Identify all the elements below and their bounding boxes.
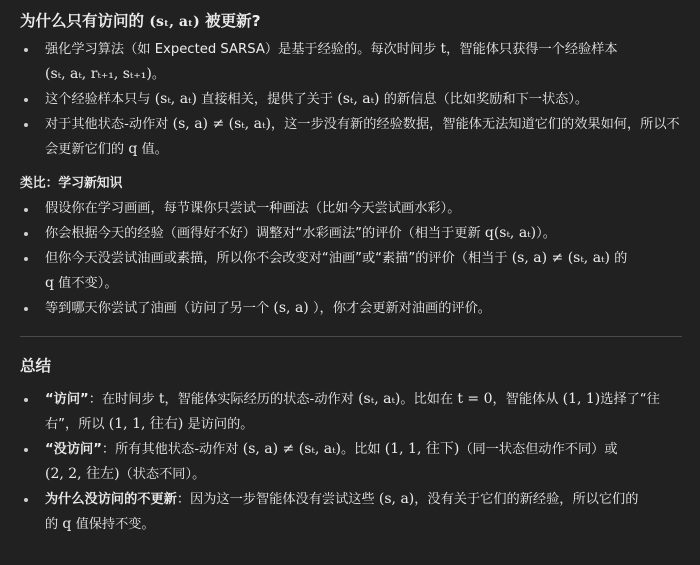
math-triple: (2, 2, 往左) [45,466,120,482]
text: （同一状态但动作不同）或 [459,442,618,457]
math-t: t [440,41,447,57]
math-pair: (s, a) [273,300,309,316]
math-pair: (sₜ, aₜ) [154,91,197,107]
list-item [20,197,682,221]
text: 。 [151,67,166,82]
math-q: q [45,275,54,291]
text: 选择了“往右”，所以 [45,392,660,432]
math-pair: (sₜ, aₜ) [337,91,380,107]
math-tuple: (sₜ, aₜ, rₜ₊₁, sₜ₊₁) [45,66,152,82]
text: 是访问的。 [187,417,254,432]
intro-list [20,37,682,162]
analogy-list [20,197,682,321]
list-item [20,221,682,246]
list-item [20,437,682,487]
text: 值不变）。 [58,276,118,291]
text: ：因为这一步智能体没有尝试这些 [176,492,375,507]
list-item [20,296,682,321]
text: 强化学习算法（如 Expected SARSA）是基于经验的。每次时间步 [45,42,437,57]
text: 等到哪天你尝试了油画（访问了另一个 [45,301,270,316]
text: 但你今天没尝试油画或素描，所以你不会改变对“油画”或“素描”的评价（相当于 [45,251,508,266]
text: ），你才会更新对油画的评价。 [312,301,491,316]
list-item [20,37,682,87]
text: 的 [45,517,63,532]
summary-list [20,387,682,537]
text: ，这一步没有新的经验数据，智能体无法知道它们的效果如何，所以不会更新它们的 [45,117,680,157]
text: 你会根据今天的经验（画得好不好）调整对“水彩画法”的评价（相当于更新 [45,226,481,241]
text: 这个经验样本只与 [45,92,151,107]
text: （状态不同）。 [119,467,206,482]
text: ，智能体从 [492,392,559,407]
text: 的新信息（比如奖励和下一状态）。 [383,92,589,107]
text: ：在时间步 [88,392,155,407]
math-q-update: q(sₜ, aₜ) [484,225,537,241]
math-q: q [62,516,72,532]
text: ，智能体实际经历的状态-动作对 [164,392,354,407]
bold-label: 为什么没访问的不更新 [45,492,177,507]
bold-label: “没访问” [45,442,102,457]
section-title-why-visited [20,6,682,36]
title-text-end: 被更新? [205,12,261,30]
math-position: (1, 1) [562,391,601,407]
math-inequality: (s, a) ≠ (sₜ, aₜ) [511,250,610,266]
section-title-summary: 总结 [20,357,52,375]
text: 的 [614,251,628,266]
text: ，没有关于它们的新经验，所以它们的 [414,492,639,507]
list-item [20,387,682,437]
list-item [20,87,682,112]
text: 假设你在学习画画，每节课你只尝试一种画法（比如今天尝试画水彩）。 [45,201,461,216]
math-q: q [128,141,138,157]
title-text: 为什么只有访问的 [20,12,145,30]
math-t: t [158,391,165,407]
text: ：所有其他状态-动作对 [101,442,239,457]
text: 值保持不变。 [75,517,155,532]
list-item [20,112,682,162]
divider [20,336,682,337]
math-t0: t = 0 [457,391,493,407]
text: 。比如 [341,442,381,457]
math-inequality: (s, a) ≠ (sₜ, aₜ) [242,441,341,457]
text: 直接相关，提供了关于 [201,92,334,107]
text: 值。 [141,142,168,157]
title-math: (sₜ, aₜ) [149,14,200,30]
math-pair: (s, a) [378,491,415,507]
list-item [20,246,682,296]
text: ，智能体只获得一个经验样本 [446,42,618,57]
list-item [20,487,682,537]
math-inequality: (s, a) ≠ (sₜ, aₜ) [172,116,271,132]
math-pair: (sₜ, aₜ) [358,391,401,407]
section-title-analogy: 类比：学习新知识 [20,176,123,191]
math-triple: (1, 1, 往右) [108,416,184,432]
math-triple: (1, 1, 往下) [384,441,460,457]
text: 。比如在 [400,392,454,407]
text: 对于其他状态-动作对 [45,117,169,132]
bold-label: “访问” [45,392,89,407]
text: ）。 [536,226,556,241]
